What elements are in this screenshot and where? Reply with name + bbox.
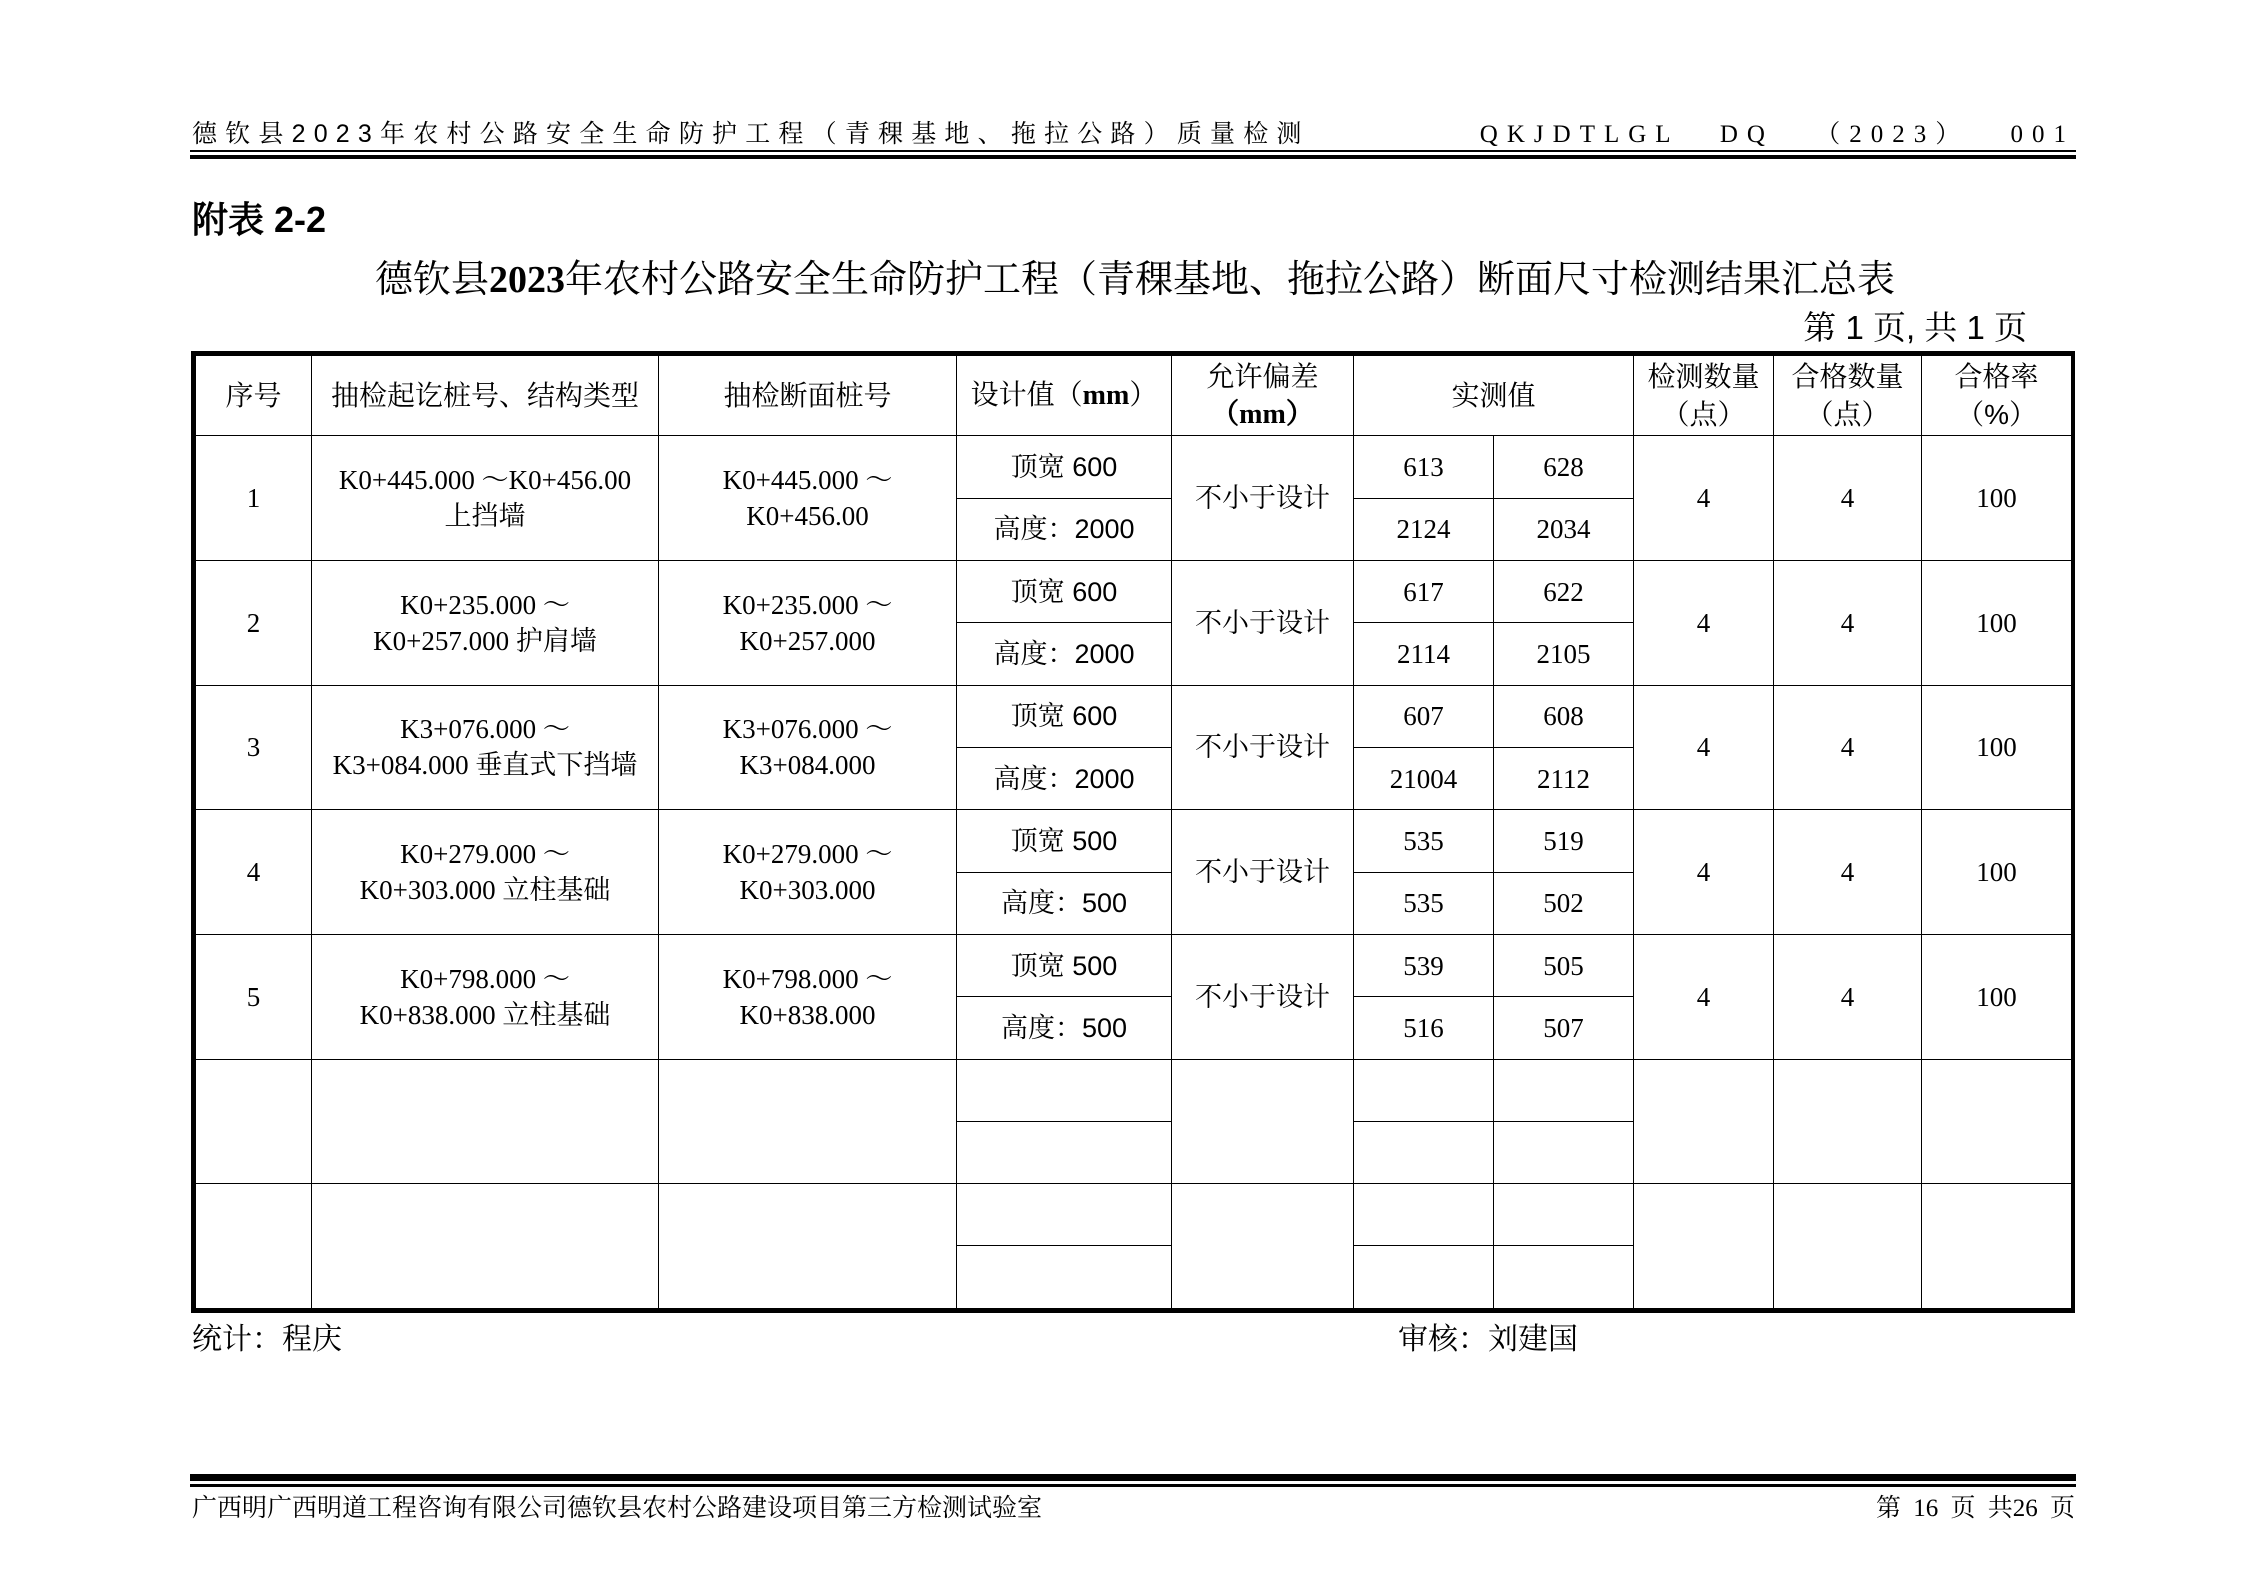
cell-empty bbox=[957, 1121, 1172, 1183]
table-row-empty bbox=[196, 1059, 2072, 1121]
cell-design-height: 高度：2000 bbox=[957, 747, 1172, 809]
table-header-row bbox=[196, 356, 2072, 436]
section-line1: K3+076.000 ～ bbox=[722, 714, 893, 745]
cell-empty bbox=[1774, 1059, 1922, 1184]
cell-measured: 628 bbox=[1494, 436, 1634, 498]
title-year: 2023 bbox=[489, 259, 565, 301]
cell-design-top: 顶宽 500 bbox=[957, 810, 1172, 872]
cell-empty bbox=[1494, 1121, 1634, 1183]
cell-seq: 4 bbox=[196, 810, 312, 935]
cell-design-top: 顶宽 600 bbox=[957, 561, 1172, 623]
results-table-frame bbox=[191, 351, 2075, 1313]
title-prefix: 德钦县 bbox=[374, 259, 489, 301]
section-line1: K0+235.000 ～ bbox=[722, 589, 893, 620]
header-rule-thick bbox=[190, 155, 2076, 159]
cell-section bbox=[659, 561, 957, 686]
cell-empty bbox=[1354, 1059, 1494, 1121]
cell-measured: 539 bbox=[1354, 934, 1494, 996]
cell-tolerance: 不小于设计 bbox=[1172, 934, 1354, 1059]
footer-rule-thick bbox=[190, 1474, 2076, 1481]
cell-tolerance: 不小于设计 bbox=[1172, 685, 1354, 810]
cell-measured: 519 bbox=[1494, 810, 1634, 872]
cell-pass-rate: 100 bbox=[1922, 561, 2072, 686]
cell-range-type bbox=[312, 934, 659, 1059]
cell-range-type bbox=[312, 561, 659, 686]
cell-design-top: 顶宽 600 bbox=[957, 436, 1172, 498]
cell-empty bbox=[957, 1059, 1172, 1121]
footer-page-number: 第 16 页 共26 页 bbox=[1875, 1495, 2075, 1522]
cell-design-height: 高度：2000 bbox=[957, 623, 1172, 685]
cell-empty bbox=[1634, 1059, 1774, 1184]
col-header-design bbox=[957, 356, 1172, 436]
design-unit: mm bbox=[1082, 380, 1130, 412]
cell-empty bbox=[1172, 1059, 1354, 1184]
col-header-seq: 序号 bbox=[196, 356, 312, 436]
cell-pass-count: 4 bbox=[1774, 934, 1922, 1059]
cell-section bbox=[659, 810, 957, 935]
range-line2: K0+257.000 护肩墙 bbox=[373, 625, 597, 656]
cell-measured: 502 bbox=[1494, 872, 1634, 934]
cell-empty bbox=[196, 1059, 312, 1184]
cell-test-count: 4 bbox=[1634, 561, 1774, 686]
cell-empty bbox=[1494, 1246, 1634, 1309]
pass-rate-label: 合格率 bbox=[1954, 360, 2039, 392]
cell-pass-rate: 100 bbox=[1922, 685, 2072, 810]
cell-section bbox=[659, 436, 957, 561]
cell-measured: 608 bbox=[1494, 685, 1634, 747]
cell-measured: 607 bbox=[1354, 685, 1494, 747]
col-header-test-count bbox=[1634, 356, 1774, 436]
col-header-section: 抽检断面桩号 bbox=[659, 356, 957, 436]
cell-range-type bbox=[312, 685, 659, 810]
cell-section bbox=[659, 934, 957, 1059]
document-title bbox=[192, 248, 2078, 303]
section-line2: K0+838.000 bbox=[739, 999, 876, 1030]
cell-empty bbox=[196, 1184, 312, 1309]
cell-design-height: 高度：500 bbox=[957, 997, 1172, 1059]
table-row-empty bbox=[196, 1184, 2072, 1246]
appendix-label: 附表 2-2 bbox=[192, 199, 327, 240]
cell-section bbox=[659, 685, 957, 810]
cell-empty bbox=[312, 1184, 659, 1309]
pass-rate-unit: （%） bbox=[1956, 398, 2037, 430]
col-header-pass-rate bbox=[1922, 356, 2072, 436]
pass-count-label: 合格数量 bbox=[1791, 360, 1904, 392]
cell-tolerance: 不小于设计 bbox=[1172, 810, 1354, 935]
cell-empty bbox=[957, 1184, 1172, 1246]
title-suffix: 年农村公路安全生命防护工程（青稞基地、拖拉公路）断面尺寸检测结果汇总表 bbox=[565, 259, 1896, 301]
tolerance-unit: （mm） bbox=[1211, 398, 1314, 430]
cell-measured: 2105 bbox=[1494, 623, 1634, 685]
cell-empty bbox=[1354, 1184, 1494, 1246]
cell-tolerance: 不小于设计 bbox=[1172, 561, 1354, 686]
col-header-tolerance bbox=[1172, 356, 1354, 436]
cell-empty bbox=[1774, 1184, 1922, 1309]
cell-pass-count: 4 bbox=[1774, 685, 1922, 810]
table-row bbox=[196, 436, 2072, 498]
pass-count-unit: （点） bbox=[1805, 398, 1890, 430]
reviewed-by: 审核：刘建国 bbox=[1398, 1323, 1578, 1356]
cell-tolerance: 不小于设计 bbox=[1172, 436, 1354, 561]
test-count-unit: （点） bbox=[1661, 398, 1746, 430]
range-line1: K0+235.000 ～ bbox=[400, 589, 570, 620]
cell-empty bbox=[1922, 1184, 2072, 1309]
cell-pass-count: 4 bbox=[1774, 810, 1922, 935]
cell-seq: 3 bbox=[196, 685, 312, 810]
cell-pass-rate: 100 bbox=[1922, 810, 2072, 935]
cell-design-height: 高度：500 bbox=[957, 872, 1172, 934]
cell-seq: 5 bbox=[196, 934, 312, 1059]
cell-test-count: 4 bbox=[1634, 685, 1774, 810]
cell-empty bbox=[659, 1059, 957, 1184]
cell-measured: 2034 bbox=[1494, 498, 1634, 560]
range-line2: K0+838.000 立柱基础 bbox=[359, 999, 611, 1030]
cell-design-top: 顶宽 600 bbox=[957, 685, 1172, 747]
cell-seq: 2 bbox=[196, 561, 312, 686]
cell-pass-rate: 100 bbox=[1922, 436, 2072, 561]
cell-empty bbox=[1494, 1184, 1634, 1246]
cell-measured: 507 bbox=[1494, 997, 1634, 1059]
section-line2: K0+456.00 bbox=[746, 501, 869, 532]
cell-design-top: 顶宽 500 bbox=[957, 934, 1172, 996]
table-row bbox=[196, 934, 2072, 996]
cell-design-height: 高度：2000 bbox=[957, 498, 1172, 560]
cell-measured: 535 bbox=[1354, 810, 1494, 872]
design-close: ） bbox=[1129, 379, 1158, 411]
footer-organization: 广西明广西明道工程咨询有限公司德钦县农村公路建设项目第三方检测试验室 bbox=[192, 1494, 1043, 1522]
cell-pass-count: 4 bbox=[1774, 436, 1922, 561]
col-header-range-type: 抽检起讫桩号、结构类型 bbox=[312, 356, 659, 436]
header-project-title: 德钦县2023年农村公路安全生命防护工程（青稞基地、拖拉公路）质量检测 bbox=[192, 120, 1310, 148]
section-line1: K0+279.000 ～ bbox=[722, 839, 893, 870]
cell-measured: 2124 bbox=[1354, 498, 1494, 560]
section-line1: K0+798.000 ～ bbox=[722, 963, 893, 994]
range-line1: K0+279.000 ～ bbox=[400, 839, 570, 870]
cell-empty bbox=[1922, 1059, 2072, 1184]
range-line2: K3+084.000 垂直式下挡墙 bbox=[332, 750, 638, 781]
section-line1: K0+445.000 ～ bbox=[722, 465, 893, 496]
range-line1: K0+445.000 ～K0+456.00 bbox=[338, 465, 632, 496]
page-indicator: 第 1 页, 共 1 页 bbox=[1803, 309, 2027, 346]
section-line2: K0+257.000 bbox=[739, 625, 876, 656]
section-line2: K0+303.000 bbox=[739, 875, 876, 906]
cell-empty bbox=[659, 1184, 957, 1309]
cell-empty bbox=[1494, 1059, 1634, 1121]
cell-empty bbox=[1634, 1184, 1774, 1309]
cell-measured: 2112 bbox=[1494, 747, 1634, 809]
cell-range-type bbox=[312, 810, 659, 935]
cell-empty bbox=[957, 1246, 1172, 1309]
results-table bbox=[195, 355, 2072, 1309]
cell-measured: 622 bbox=[1494, 561, 1634, 623]
cell-pass-count: 4 bbox=[1774, 561, 1922, 686]
cell-empty bbox=[1172, 1184, 1354, 1309]
cell-range-type bbox=[312, 436, 659, 561]
cell-measured: 2114 bbox=[1354, 623, 1494, 685]
cell-test-count: 4 bbox=[1634, 810, 1774, 935]
col-header-pass-count bbox=[1774, 356, 1922, 436]
header-rule bbox=[190, 150, 2076, 152]
table-row bbox=[196, 810, 2072, 872]
col-header-measured: 实测值 bbox=[1354, 356, 1634, 436]
cell-seq: 1 bbox=[196, 436, 312, 561]
table-row bbox=[196, 561, 2072, 623]
cell-measured: 516 bbox=[1354, 997, 1494, 1059]
range-line1: K3+076.000 ～ bbox=[400, 714, 570, 745]
cell-test-count: 4 bbox=[1634, 934, 1774, 1059]
range-line2: 上挡墙 bbox=[444, 501, 526, 532]
range-line2: K0+303.000 立柱基础 bbox=[359, 875, 611, 906]
cell-measured: 535 bbox=[1354, 872, 1494, 934]
header-document-code: QKJDTLGL DQ （2023） 001 bbox=[1479, 121, 2075, 148]
cell-pass-rate: 100 bbox=[1922, 934, 2072, 1059]
cell-empty bbox=[1354, 1121, 1494, 1183]
table-row bbox=[196, 685, 2072, 747]
cell-measured: 21004 bbox=[1354, 747, 1494, 809]
cell-test-count: 4 bbox=[1634, 436, 1774, 561]
section-line2: K3+084.000 bbox=[739, 750, 876, 781]
cell-measured: 505 bbox=[1494, 934, 1634, 996]
footer-rule bbox=[190, 1484, 2076, 1487]
compiled-by: 统计：程庆 bbox=[192, 1323, 342, 1356]
cell-empty bbox=[1354, 1246, 1494, 1309]
range-line1: K0+798.000 ～ bbox=[400, 963, 570, 994]
test-count-label: 检测数量 bbox=[1647, 360, 1760, 392]
design-label: 设计值（ bbox=[970, 379, 1083, 411]
cell-measured: 613 bbox=[1354, 436, 1494, 498]
cell-measured: 617 bbox=[1354, 561, 1494, 623]
tolerance-label: 允许偏差 bbox=[1206, 360, 1319, 392]
cell-empty bbox=[312, 1059, 659, 1184]
